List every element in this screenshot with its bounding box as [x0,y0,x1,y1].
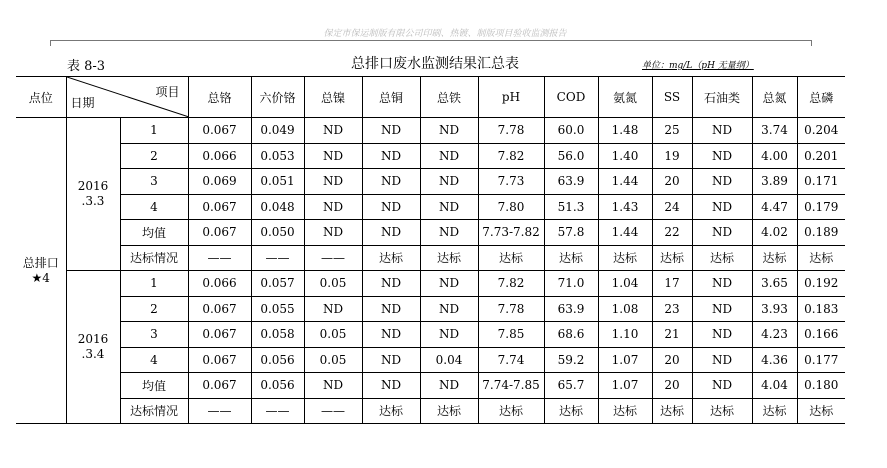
table-cell: 达标 [652,398,692,424]
column-header: 六价铬 [251,77,304,118]
table-cell: ND [362,373,420,399]
table-title: 总排口废水监测结果汇总表 [351,56,519,72]
table-cell: 达标 [544,398,598,424]
table-cell: 21 [652,322,692,348]
row-label: 3 [120,169,188,195]
table-number: 表 8-3 [67,59,106,74]
table-cell: ND [420,118,478,144]
table-cell: 20 [652,169,692,195]
table-cell: 63.9 [544,169,598,195]
table-cell: 0.049 [251,118,304,144]
table-cell: 22 [652,220,692,246]
table-cell: ND [692,194,752,220]
table-cell: 23 [652,296,692,322]
table-cell: ND [692,296,752,322]
table-row [16,245,845,271]
table-cell: ND [420,169,478,195]
table-cell: 0.04 [420,347,478,373]
table-cell: 达标 [598,398,652,424]
results-table [16,76,845,424]
table-cell: 0.05 [304,322,362,348]
column-header: 总氮 [752,77,797,118]
table-cell: 19 [652,143,692,169]
table-cell: ND [692,169,752,195]
table-cell: —— [188,398,251,424]
table-cell: 0.067 [188,373,251,399]
table-cell: 达标 [420,245,478,271]
table-cell: 20 [652,373,692,399]
column-header: COD [544,77,598,118]
table-cell: 0.179 [797,194,845,220]
table-cell: 0.069 [188,169,251,195]
table-cell: 7.85 [478,322,544,348]
header-diagonal [66,77,188,118]
table-cell: 达标 [652,245,692,271]
column-header: 石油类 [692,77,752,118]
row-label: 2 [120,296,188,322]
table-cell: 4.04 [752,373,797,399]
table-cell: ND [362,322,420,348]
table-cell: —— [251,398,304,424]
table-cell: ND [692,271,752,297]
row-label: 均值 [120,220,188,246]
table-row [16,347,845,373]
table-cell: ND [304,118,362,144]
row-label: 1 [120,271,188,297]
table-cell: 24 [652,194,692,220]
header-point: 点位 [16,77,66,118]
table-cell: 7.80 [478,194,544,220]
table-cell: 0.067 [188,118,251,144]
table-cell: ND [362,143,420,169]
date-cell [66,118,120,271]
table-cell: 4.36 [752,347,797,373]
table-cell: —— [188,245,251,271]
table-cell: 71.0 [544,271,598,297]
table-cell: 20 [652,347,692,373]
table-cell: 0.067 [188,194,251,220]
table-cell: 0.048 [251,194,304,220]
table-cell: 60.0 [544,118,598,144]
table-row [16,271,845,297]
table-cell: —— [304,398,362,424]
column-header: 总铜 [362,77,420,118]
row-label: 3 [120,322,188,348]
table-row [16,169,845,195]
table-cell: ND [420,194,478,220]
column-header: pH [478,77,544,118]
table-cell: 达标 [692,245,752,271]
table-cell: 达标 [362,245,420,271]
table-cell: ND [692,373,752,399]
table-cell: ND [420,296,478,322]
table-cell: ND [304,143,362,169]
column-header: 总铁 [420,77,478,118]
table-row [16,373,845,399]
table-cell: 7.74-7.85 [478,373,544,399]
column-header: 总镍 [304,77,362,118]
header-date-label: 日期 [70,96,95,110]
table-row [16,220,845,246]
table-cell: ND [362,220,420,246]
table-cell: 0.189 [797,220,845,246]
table-cell: 7.78 [478,296,544,322]
table-cell: 0.055 [251,296,304,322]
table-cell: 25 [652,118,692,144]
header-row [16,77,845,118]
header-rule [50,40,812,41]
table-cell: 3.65 [752,271,797,297]
header-rule-tick-right [811,40,812,46]
table-cell: ND [420,322,478,348]
table-cell: 达标 [362,398,420,424]
table-cell: 0.058 [251,322,304,348]
date-cell [66,271,120,424]
row-label: 4 [120,347,188,373]
table-cell: 达标 [478,398,544,424]
header-item-label: 项目 [155,85,180,99]
table-cell: 达标 [692,398,752,424]
table-row [16,296,845,322]
site-name: 总排口 [22,255,59,270]
table-cell: 7.73-7.82 [478,220,544,246]
column-header: 总铬 [188,77,251,118]
table-cell: 0.056 [251,373,304,399]
table-cell: ND [692,322,752,348]
table-cell: 达标 [420,398,478,424]
table-cell: 3.93 [752,296,797,322]
table-cell: 0.067 [188,220,251,246]
table-cell: 17 [652,271,692,297]
table-cell: 0.177 [797,347,845,373]
column-header: 总磷 [797,77,845,118]
table-cell: 达标 [752,398,797,424]
table-row [16,143,845,169]
column-header: SS [652,77,692,118]
table-cell: 0.067 [188,296,251,322]
table-cell: ND [692,220,752,246]
table-cell: 59.2 [544,347,598,373]
table-cell: 7.74 [478,347,544,373]
table-cell: 0.204 [797,118,845,144]
table-cell: ND [420,271,478,297]
table-cell: ND [362,347,420,373]
table-cell: 0.05 [304,347,362,373]
table-cell: 0.057 [251,271,304,297]
table-cell: 0.171 [797,169,845,195]
table-cell: 0.066 [188,271,251,297]
table-cell: 0.053 [251,143,304,169]
table-cell: ND [304,194,362,220]
table-cell: 达标 [544,245,598,271]
table-cell: 达标 [797,398,845,424]
table-cell: 达标 [478,245,544,271]
site-marker: ★4 [31,270,50,285]
table-row [16,322,845,348]
table-cell: 1.44 [598,169,652,195]
table-cell: 7.82 [478,143,544,169]
table-cell: 0.192 [797,271,845,297]
date-month-day: .3.4 [81,347,105,361]
table-cell: 1.07 [598,347,652,373]
running-head: 保定市保运制版有限公司印刷、热镀、制版项目验收监测报告 [323,29,567,39]
table-cell: 0.051 [251,169,304,195]
table-cell: 0.201 [797,143,845,169]
table-cell: ND [362,296,420,322]
table-cell: ND [362,271,420,297]
table-cell: ND [692,143,752,169]
table-cell: ND [692,118,752,144]
row-label: 均值 [120,373,188,399]
table-cell: 1.04 [598,271,652,297]
table-cell: 1.10 [598,322,652,348]
table-cell: ND [362,169,420,195]
table-cell: ND [420,220,478,246]
table-cell: 3.74 [752,118,797,144]
row-label: 1 [120,118,188,144]
table-cell: 51.3 [544,194,598,220]
table-cell: 4.23 [752,322,797,348]
table-cell: 0.050 [251,220,304,246]
header-rule-tick-left [50,40,51,46]
row-label: 2 [120,143,188,169]
table-cell: 0.180 [797,373,845,399]
table-cell: —— [304,245,362,271]
unit-note: 单位：mg/L（pH 无量纲） [642,61,754,71]
table-cell: 56.0 [544,143,598,169]
table-cell: 68.6 [544,322,598,348]
table-cell: 达标 [797,245,845,271]
table-cell: 1.40 [598,143,652,169]
table-cell: 1.07 [598,373,652,399]
date-year: 2016 [77,332,109,346]
table-row [16,398,845,424]
table-cell: 0.067 [188,322,251,348]
table-row [16,194,845,220]
table-cell: ND [420,143,478,169]
table-cell: 1.08 [598,296,652,322]
table-cell: 0.066 [188,143,251,169]
table-cell: 0.166 [797,322,845,348]
table-cell: 4.02 [752,220,797,246]
table-cell: 0.183 [797,296,845,322]
table-cell: 1.43 [598,194,652,220]
date-year: 2016 [77,179,109,193]
table-cell: ND [420,373,478,399]
table-cell: —— [251,245,304,271]
site-cell [16,118,66,424]
table-cell: 4.00 [752,143,797,169]
row-label: 达标情况 [120,398,188,424]
table-cell: 7.73 [478,169,544,195]
table-cell: 57.8 [544,220,598,246]
table-cell: 7.78 [478,118,544,144]
table-cell: 1.44 [598,220,652,246]
table-cell: ND [304,296,362,322]
table-cell: 63.9 [544,296,598,322]
table-cell: 1.48 [598,118,652,144]
table-cell: ND [304,220,362,246]
row-label: 4 [120,194,188,220]
table-row [16,118,845,144]
table-cell: 达标 [752,245,797,271]
table-cell: 65.7 [544,373,598,399]
table-cell: ND [362,194,420,220]
table-cell: ND [362,118,420,144]
table-cell: ND [304,373,362,399]
table-cell: ND [692,347,752,373]
table-cell: 7.82 [478,271,544,297]
table-cell: ND [304,169,362,195]
table-cell: 0.05 [304,271,362,297]
date-month-day: .3.3 [81,194,105,208]
table-cell: 0.067 [188,347,251,373]
table-cell: 0.056 [251,347,304,373]
column-header: 氨氮 [598,77,652,118]
table-cell: 达标 [598,245,652,271]
table-cell: 3.89 [752,169,797,195]
table-cell: 4.47 [752,194,797,220]
row-label: 达标情况 [120,245,188,271]
